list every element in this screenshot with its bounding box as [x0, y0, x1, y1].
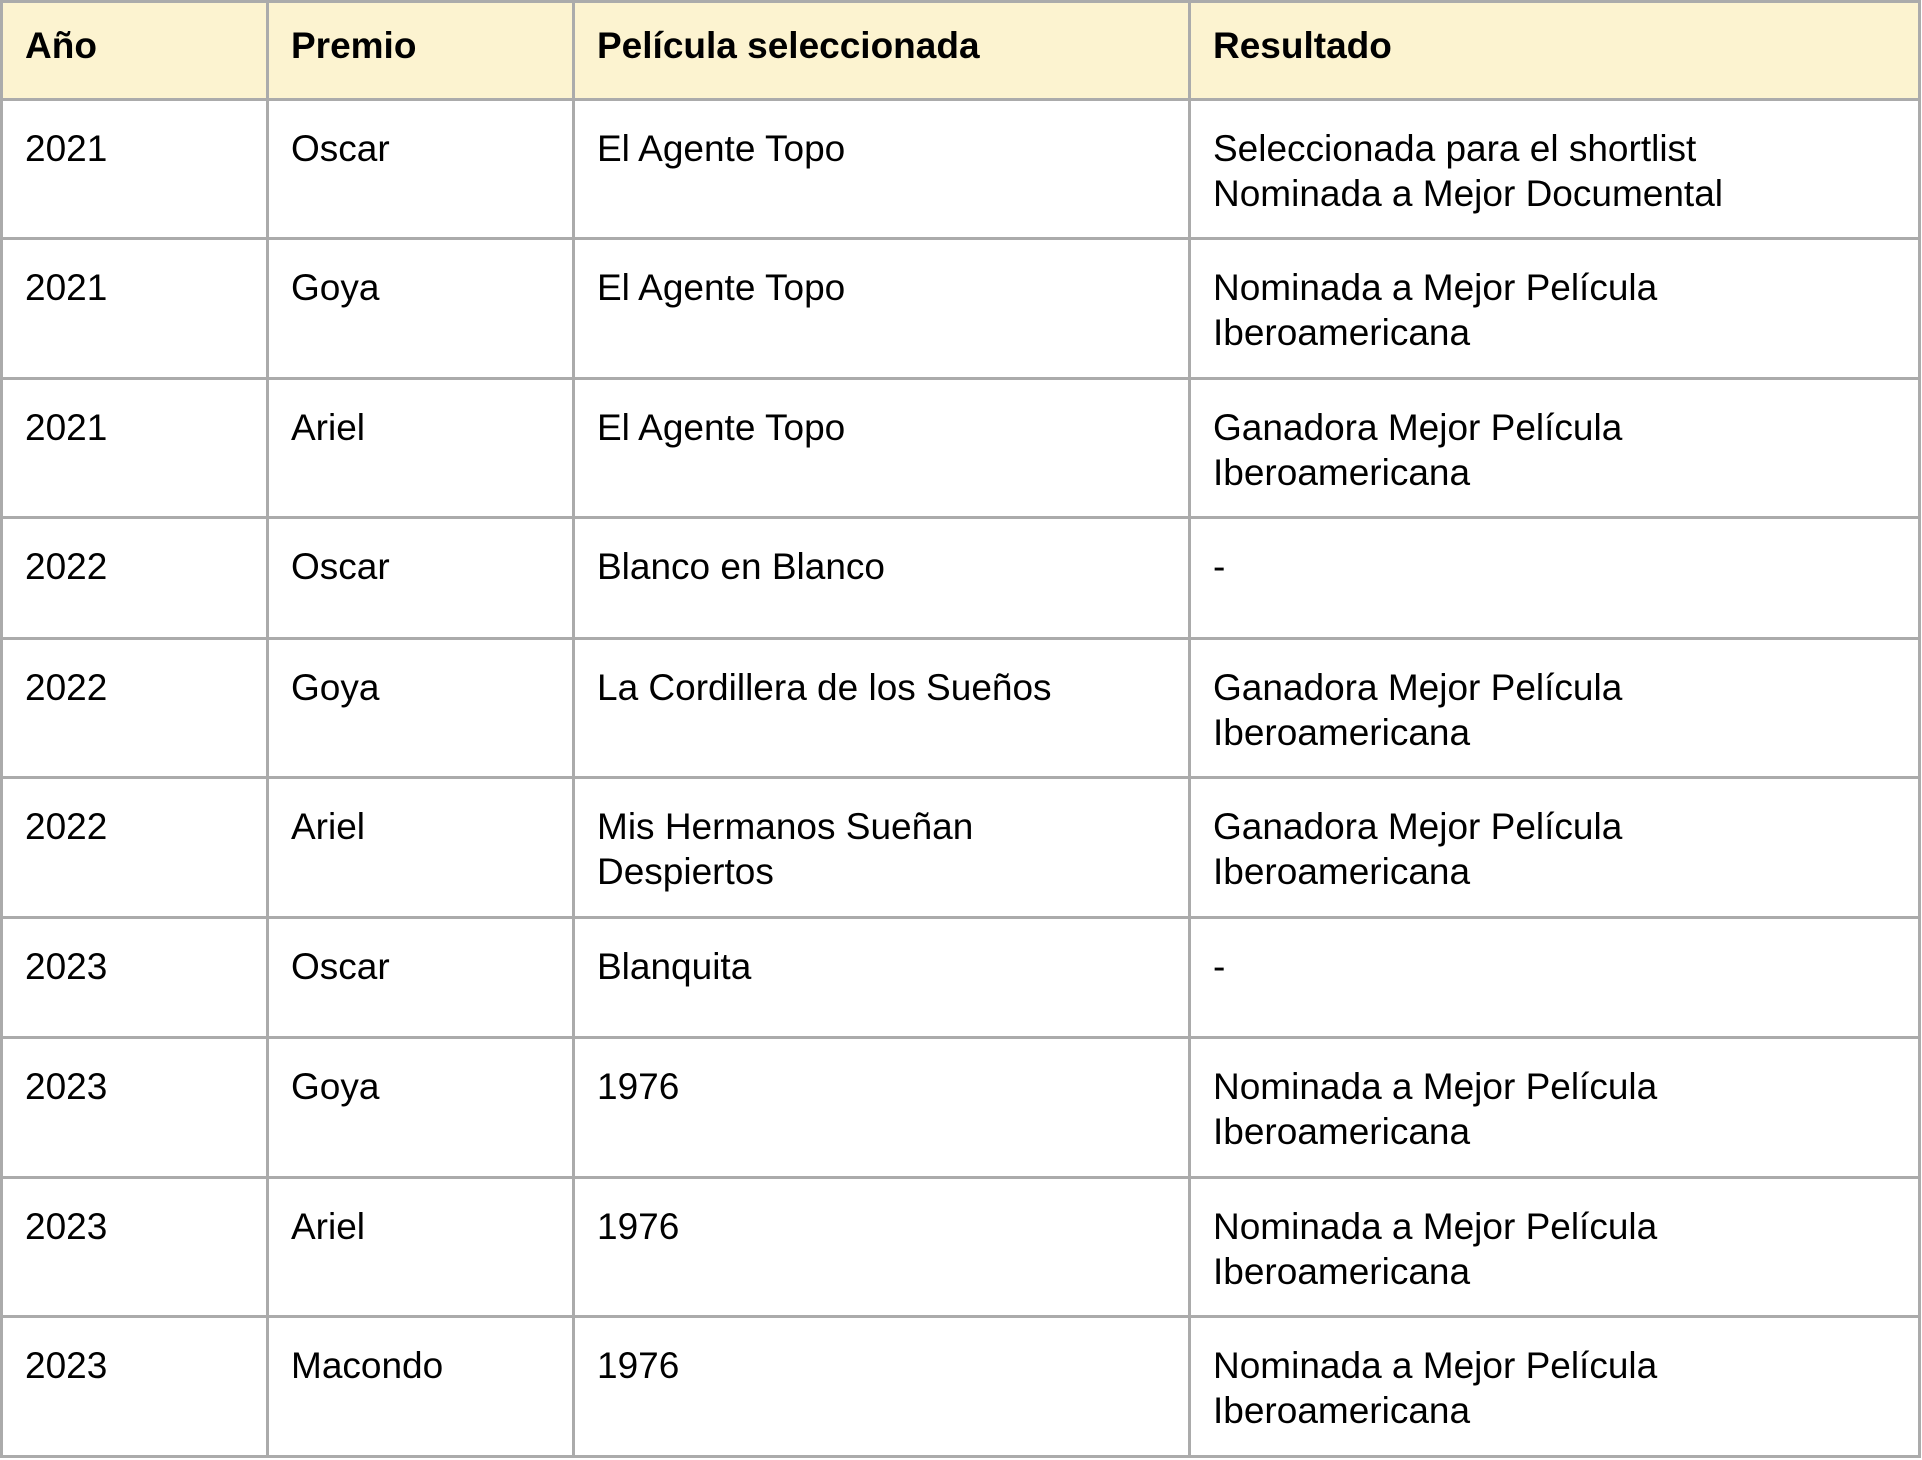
- table-row: [2, 100, 1920, 239]
- table-row: [2, 239, 1920, 378]
- cell-year: 2022: [2, 518, 268, 639]
- cell-film: [574, 917, 1190, 1038]
- table-row: [2, 378, 1920, 517]
- cell-film-line: 1976: [597, 1205, 680, 1247]
- cell-result: [1190, 518, 1920, 639]
- cell-film-line: Blanquita: [597, 945, 752, 987]
- cell-film-line: El Agente Topo: [597, 267, 846, 309]
- cell-film-line: Mis Hermanos Sueñan: [597, 806, 974, 848]
- cell-result-line: Iberoamericana: [1213, 711, 1471, 753]
- cell-result: [1190, 778, 1920, 917]
- header-award: Premio: [268, 2, 574, 100]
- cell-film: [574, 100, 1190, 239]
- cell-award: Ariel: [268, 1177, 574, 1316]
- cell-film-line: 1976: [597, 1345, 680, 1387]
- cell-award: Goya: [268, 239, 574, 378]
- cell-result-line: Seleccionada para el shortlist: [1213, 128, 1697, 169]
- cell-year: 2023: [2, 1038, 268, 1177]
- cell-award: Oscar: [268, 100, 574, 239]
- cell-result: [1190, 1317, 1920, 1457]
- table-row: [2, 1177, 1920, 1316]
- cell-film: [574, 239, 1190, 378]
- cell-result-line: Nominada a Mejor Película: [1213, 1345, 1658, 1387]
- cell-result-line: Iberoamericana: [1213, 1111, 1471, 1153]
- cell-result-line: Iberoamericana: [1213, 312, 1471, 354]
- table-row: [2, 518, 1920, 639]
- cell-film-line: El Agente Topo: [597, 128, 846, 169]
- cell-award: Ariel: [268, 378, 574, 517]
- cell-result-line: Ganadora Mejor Película: [1213, 406, 1623, 448]
- table-row: [2, 1317, 1920, 1457]
- cell-result: [1190, 638, 1920, 777]
- cell-year: 2021: [2, 378, 268, 517]
- table-row: [2, 638, 1920, 777]
- cell-result: [1190, 917, 1920, 1038]
- cell-year: 2023: [2, 1177, 268, 1316]
- cell-film-line: Blanco en Blanco: [597, 546, 885, 588]
- cell-film: [574, 518, 1190, 639]
- cell-film: [574, 1038, 1190, 1177]
- cell-year: 2021: [2, 239, 268, 378]
- cell-result-line: Nominada a Mejor Película: [1213, 1205, 1658, 1247]
- table-row: [2, 778, 1920, 917]
- cell-film-line: Despiertos: [597, 851, 774, 893]
- cell-result-line: Iberoamericana: [1213, 1250, 1471, 1292]
- cell-result-line: Nominada a Mejor Documental: [1213, 173, 1724, 214]
- cell-result-line: Iberoamericana: [1213, 451, 1471, 493]
- table-row: [2, 1038, 1920, 1177]
- cell-award: Goya: [268, 638, 574, 777]
- cell-year: 2022: [2, 638, 268, 777]
- header-row: [2, 2, 1920, 100]
- cell-award: Oscar: [268, 518, 574, 639]
- cell-film: [574, 638, 1190, 777]
- cell-film-line: La Cordillera de los Sueños: [597, 666, 1052, 708]
- cell-result-line: Iberoamericana: [1213, 851, 1471, 893]
- cell-award: Ariel: [268, 778, 574, 917]
- cell-result: [1190, 1038, 1920, 1177]
- cell-year: 2022: [2, 778, 268, 917]
- table-row: [2, 917, 1920, 1038]
- cell-result: [1190, 239, 1920, 378]
- cell-result-line: Ganadora Mejor Película: [1213, 666, 1623, 708]
- cell-film: [574, 378, 1190, 517]
- cell-film: [574, 778, 1190, 917]
- cell-award: Oscar: [268, 917, 574, 1038]
- cell-result-line: -: [1213, 546, 1226, 588]
- cell-result-line: Iberoamericana: [1213, 1390, 1471, 1432]
- header-year: Año: [2, 2, 268, 100]
- cell-year: 2023: [2, 1317, 268, 1457]
- cell-year: 2021: [2, 100, 268, 239]
- cell-result-line: Ganadora Mejor Película: [1213, 806, 1623, 848]
- cell-result: [1190, 100, 1920, 239]
- table-body: [2, 100, 1920, 1457]
- cell-result: [1190, 378, 1920, 517]
- cell-result-line: Nominada a Mejor Película: [1213, 267, 1658, 309]
- cell-film-line: 1976: [597, 1066, 680, 1108]
- cell-award: Macondo: [268, 1317, 574, 1457]
- cell-result: [1190, 1177, 1920, 1316]
- cell-result-line: Nominada a Mejor Película: [1213, 1066, 1658, 1108]
- cell-result-line: -: [1213, 945, 1226, 987]
- table-header: [2, 2, 1920, 100]
- cell-award: Goya: [268, 1038, 574, 1177]
- cell-year: 2023: [2, 917, 268, 1038]
- cell-film-line: El Agente Topo: [597, 406, 846, 448]
- header-film: Película seleccionada: [574, 2, 1190, 100]
- cell-film: [574, 1317, 1190, 1457]
- cell-film: [574, 1177, 1190, 1316]
- header-result: Resultado: [1190, 2, 1920, 100]
